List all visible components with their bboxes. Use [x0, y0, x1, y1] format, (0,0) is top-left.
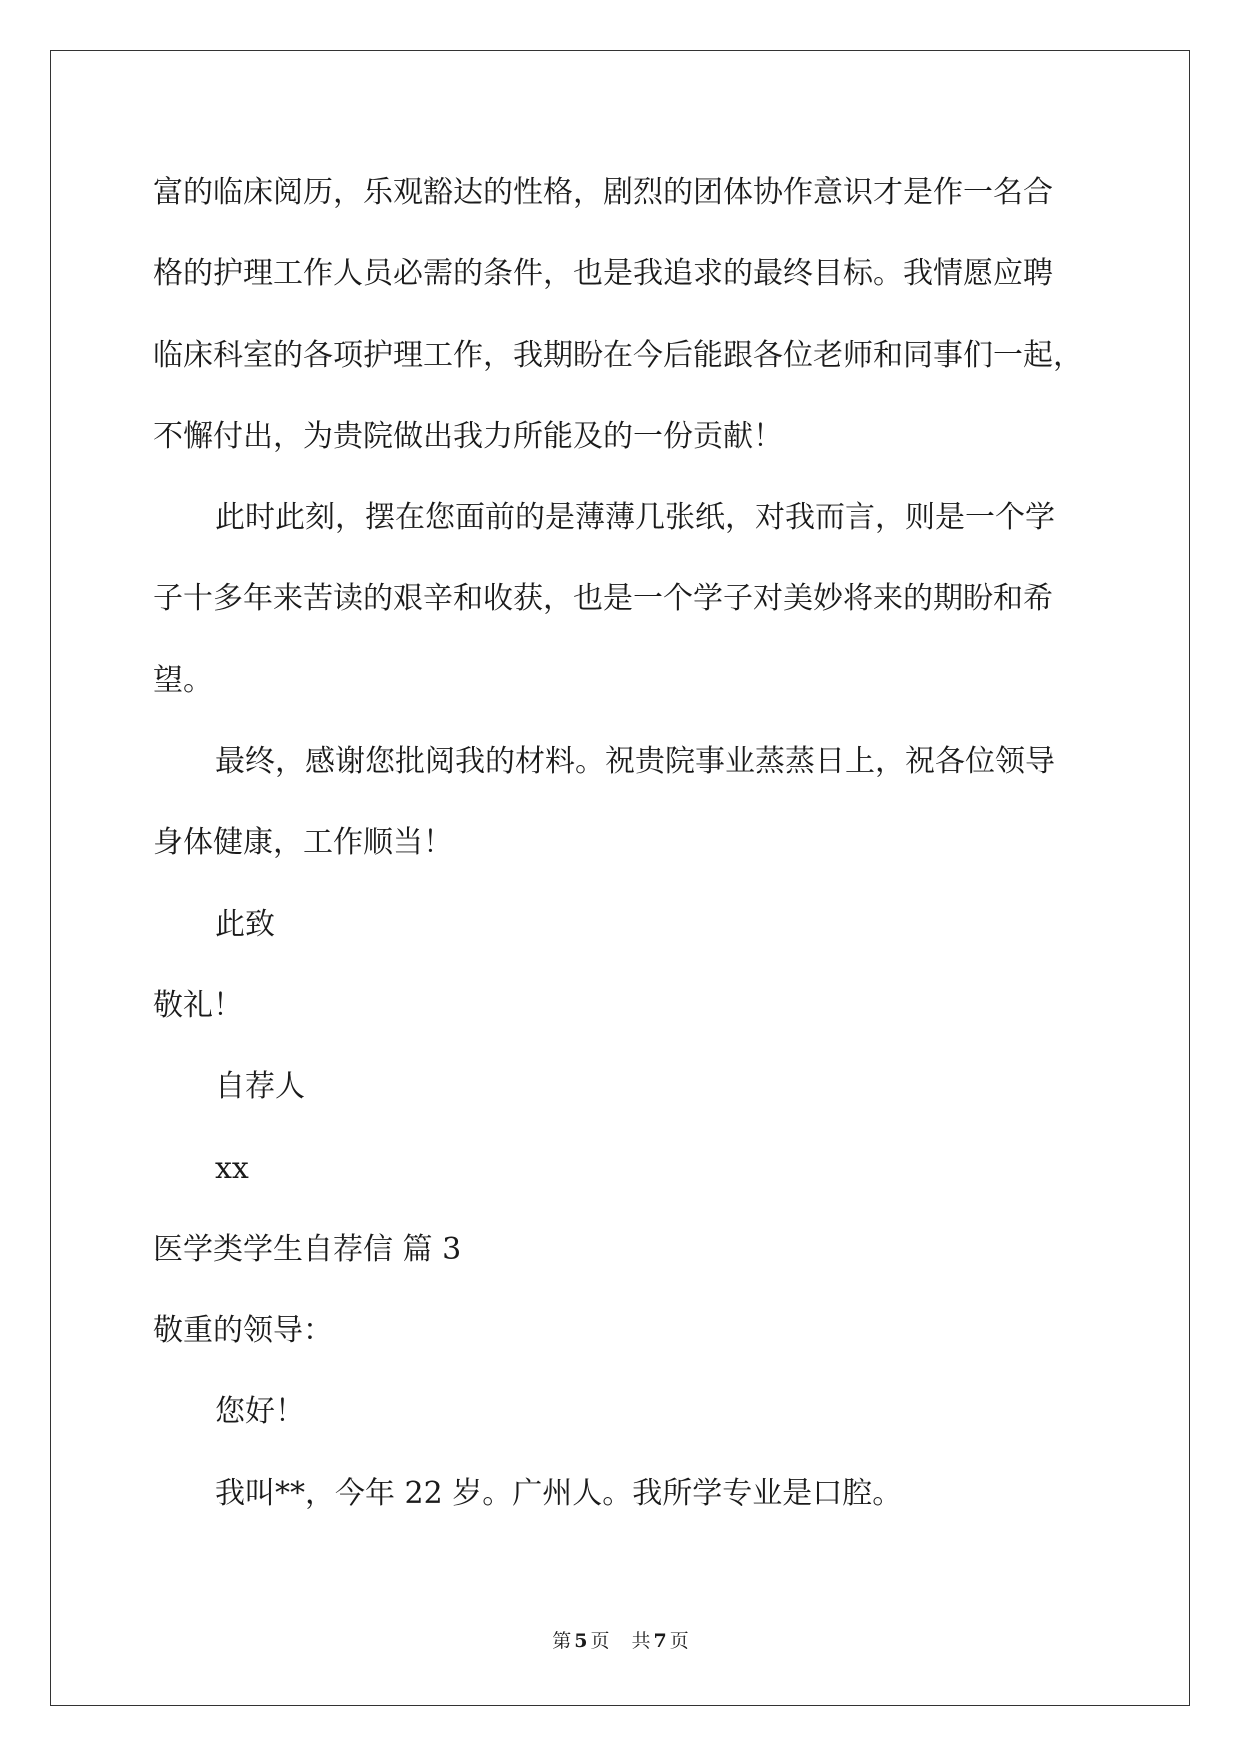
page-suffix: 页	[590, 1630, 610, 1652]
page-footer	[0, 1628, 1241, 1654]
paragraph	[153, 477, 1153, 721]
text-line: 子十多年来苦读的艰辛和收获，也是一个学子对美妙将来的期盼和希	[153, 581, 1053, 617]
text-line: 不懈付出，为贵院做出我力所能及的一份贡献！	[153, 418, 783, 454]
paragraph	[153, 152, 1153, 477]
signature-label: 自荐人	[215, 1069, 305, 1105]
document-body	[153, 152, 1153, 1534]
text-line: 富的临床阅历，乐观豁达的性格，剧烈的团体协作意识才是作一名合	[153, 175, 1053, 210]
text-line: 望。	[153, 662, 213, 698]
text-line: 身体健康，工作顺当！	[153, 825, 453, 861]
text-line: 我叫**，今年 22 岁。广州人。我所学专业是口腔。	[215, 1475, 903, 1511]
text-line: 此时此刻，摆在您面前的是薄薄几张纸，对我而言，则是一个学	[215, 500, 1055, 536]
total-prefix: 共	[631, 1630, 651, 1652]
closing-salutation: 此致	[215, 906, 275, 942]
text-line: 最终，感谢您批阅我的材料。祝贵院事业蒸蒸日上，祝各位领导	[215, 744, 1055, 780]
total-suffix: 页	[669, 1630, 689, 1652]
page-prefix: 第	[552, 1630, 572, 1652]
total-pages-number: 7	[653, 1630, 667, 1652]
signature-name: xx	[215, 1150, 249, 1186]
closing-regards: 敬礼！	[153, 987, 243, 1023]
current-page-number: 5	[574, 1630, 588, 1652]
letter-greeting: 您好！	[215, 1394, 305, 1430]
letter-addressee: 敬重的领导：	[153, 1313, 333, 1349]
paragraph	[153, 721, 1153, 884]
text-line: 格的护理工作人员必需的条件，也是我追求的最终目标。我情愿应聘	[153, 256, 1053, 292]
text-line: 临床科室的各项护理工作，我期盼在今后能跟各位老师和同事们一起，	[153, 337, 1083, 373]
section-heading: 医学类学生自荐信 篇 3	[153, 1231, 462, 1267]
